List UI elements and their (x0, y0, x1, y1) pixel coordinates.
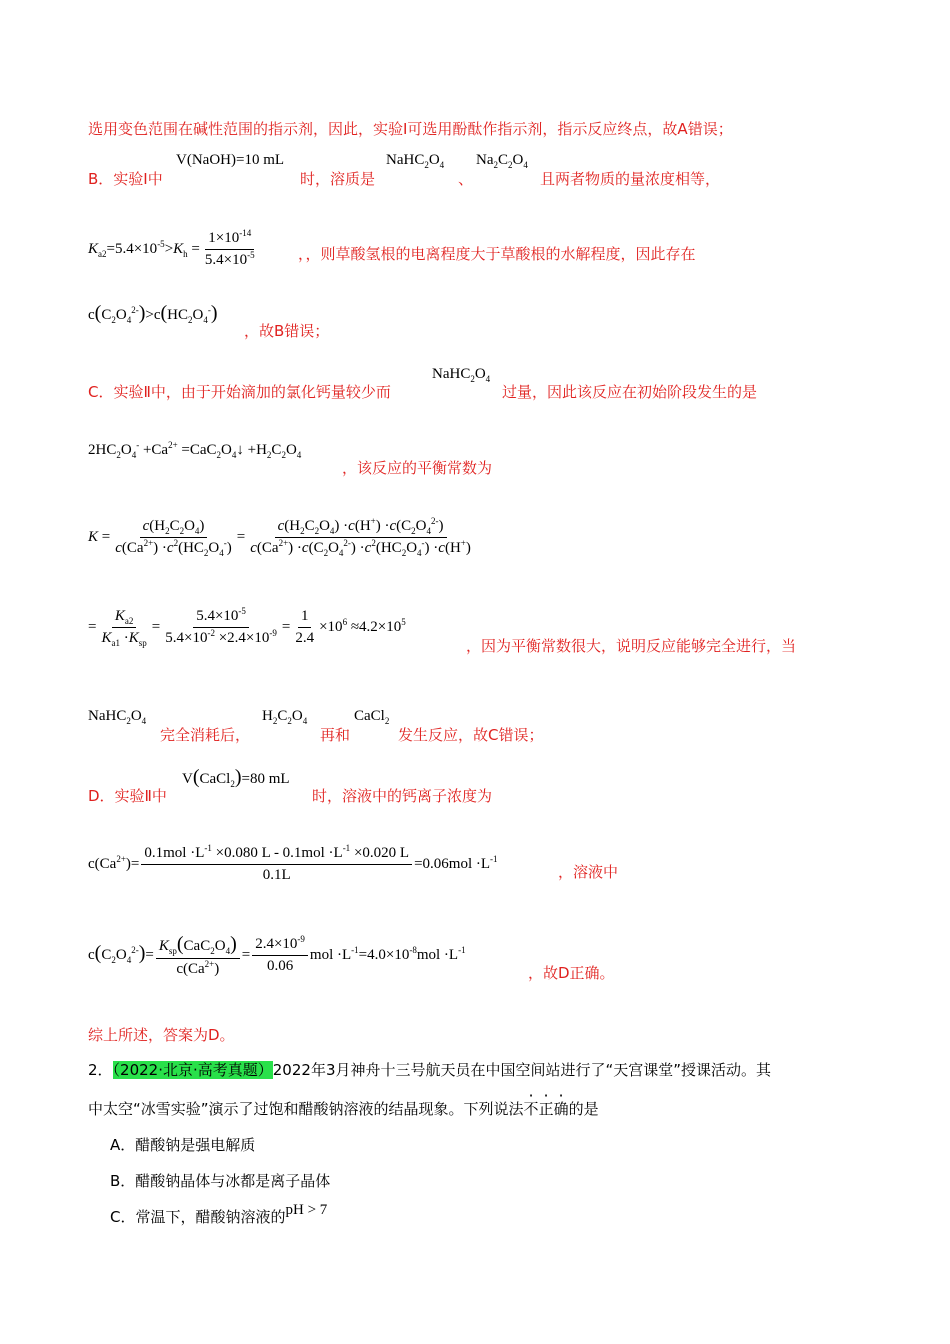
option-a[interactable] (110, 1134, 255, 1155)
text-in-solution: ，溶液中 (558, 863, 619, 881)
option-c-math: pH > 7 (285, 1202, 328, 1218)
formula-k-value: = $\frac{K_{a2}}{K_{a1} \cdot K_{sp}}$ = $\frac{5.4\times 10^{-5}}{5.4\times 10^{-2} \times 2.4\times 10^{-9}}$ = $\frac{1}{2.4}$ $\times 10^6 \approx 4.2\times 10^5$ (88, 606, 406, 648)
formula-ca-concentration: $c(Ca^{2+})=$ $\frac{0.1mol \cdot L^{-1} \times 0.080 L - 0.1mol \cdot L^{-1} \times 0.020 L}{0.1L}$ $=0.06mol \cdot L^{-1}$ (88, 843, 498, 883)
text-fully-consumed: 完全消耗后， (160, 726, 251, 744)
formula-concentration-inequality: $c(C_2O_4^{2-})>c(HC_2O_4^-)$ (88, 302, 218, 325)
text-calcium-concentration: 时，溶液中的钙离子浓度为 (312, 787, 493, 805)
text-when-solute: 时，溶质是 (300, 170, 376, 188)
text-d-correct: ，故D正确。 (528, 964, 615, 982)
text-ionization-greater: ，，则草酸氢根的电离程度大于草酸根的水解程度，因此存在 (298, 245, 696, 263)
formula-na2c2o4: $Na_2C_2O_4$ (476, 152, 528, 170)
emphasis-char-2: 正 (538, 1100, 554, 1118)
text-reaction-complete: ，因为平衡常数很大，说明反应能够完全进行，当 (466, 637, 797, 655)
question-stem-line-2: 中太空“冰雪实验”演示了过饱和醋酸钠溶液的结晶现象。下列说法 (88, 1100, 524, 1118)
formula-h2c2o4: $H_2C_2O_4$ (262, 708, 308, 726)
formula-c2o4-concentration: $c(C_2O_4^{2-})=$ $\frac{K_{sp}(CaC_2O_4)}{c(Ca^{2+})}$ = $\frac{2.4\times 10^{-9}}{0.06}$ mol $\cdot L^{-1}=4.0\times 10^{-8}mol \cdot L^{-1}$ (88, 933, 466, 977)
formula-k-expression: K = $\frac{c(H_2C_2O_4)}{c(Ca^{2+}) \cdot c^2(HC_2O_4^-)}$ = $\frac{c(H_2C_2O_4) \cdot c(H^+) \cdot c(C_2O_4^{2-})}{c(Ca^{2+}) \cdot c(C_2O_4^{2-}) \cdot c^2(HC_2O_4^-) \cdot c(H^+)}$ (88, 516, 471, 558)
option-b-text: 醋酸钠晶体与冰都是离子晶体 (135, 1172, 331, 1190)
question-stem-line-1: 2022年3月神舟十三号航天员在中国空间站进行了“天宫课堂”授课活动。其 (272, 1061, 772, 1079)
question-source-tag: （2022·北京·高考真题） (112, 1061, 273, 1079)
option-c-prefix: C．实验Ⅱ中，由于开始滴加的氯化钙量较少而 (88, 383, 391, 401)
text-equal-concentration: 且两者物质的量浓度相等， (540, 170, 721, 188)
option-b-prefix: B．实验Ⅰ中 (88, 170, 163, 188)
emphasis-char-1: 不 (523, 1100, 539, 1118)
formula-v-naoh: V(NaOH)=10 mL (176, 152, 285, 168)
text-c-wrong: 发生反应，故C错误； (398, 726, 544, 744)
option-b-letter: B． (110, 1172, 136, 1190)
text-excess: 过量，因此该反应在初始阶段发生的是 (502, 383, 758, 401)
formula-v-cacl2: V(CaCl$_2$)=80 mL (182, 766, 290, 789)
option-c[interactable] (110, 1202, 328, 1227)
formula-reaction-equation: $2HC_2O_4^- +Ca^{2+}$ $=CaC_2O_4↓ +H_2C_2O_4$ (88, 440, 302, 460)
formula-ka2-kh: $K_{a2}=5.4\times 10^{-5}>K_h$ = $\frac{1\times 10^{-14}}{5.4\times 10^{-5}}$ (88, 228, 255, 268)
formula-nahc2o4-c: $NaHC_2O_4$ (432, 366, 491, 384)
text-and: 再和 (320, 726, 351, 744)
option-b[interactable] (110, 1170, 330, 1191)
summary-answer: 综上所述，答案为D。 (88, 1026, 235, 1044)
question-number: 2． (88, 1061, 113, 1079)
option-d-prefix: D．实验Ⅱ中 (88, 787, 167, 805)
formula-cacl2: CaCl$_2$ (354, 708, 390, 726)
question-2-line-1 (88, 1059, 771, 1080)
text-b-wrong: ，故B错误； (244, 322, 330, 340)
analysis-line-1: 选用变色范围在碱性范围的指示剂，因此，实验Ⅰ可选用酚酞作指示剂，指示反应终点，故A错误； (88, 120, 733, 138)
formula-nahc2o4-consumed: $NaHC_2O_4$ (88, 708, 147, 726)
question-stem-end: 的是 (568, 1100, 599, 1118)
option-c-letter: C． (110, 1208, 136, 1226)
option-c-text: 常温下，醋酸钠溶液的 (135, 1208, 286, 1226)
emphasis-char-3: 确 (553, 1100, 569, 1118)
text-separator: 、 (458, 170, 474, 188)
question-2-line-2 (88, 1098, 599, 1119)
option-a-letter: A． (110, 1136, 136, 1154)
formula-nahc2o4: $NaHC_2O_4$ (386, 152, 445, 170)
text-equilibrium-constant-is: ，该反应的平衡常数为 (342, 459, 493, 477)
option-a-text: 醋酸钠是强电解质 (135, 1136, 256, 1154)
